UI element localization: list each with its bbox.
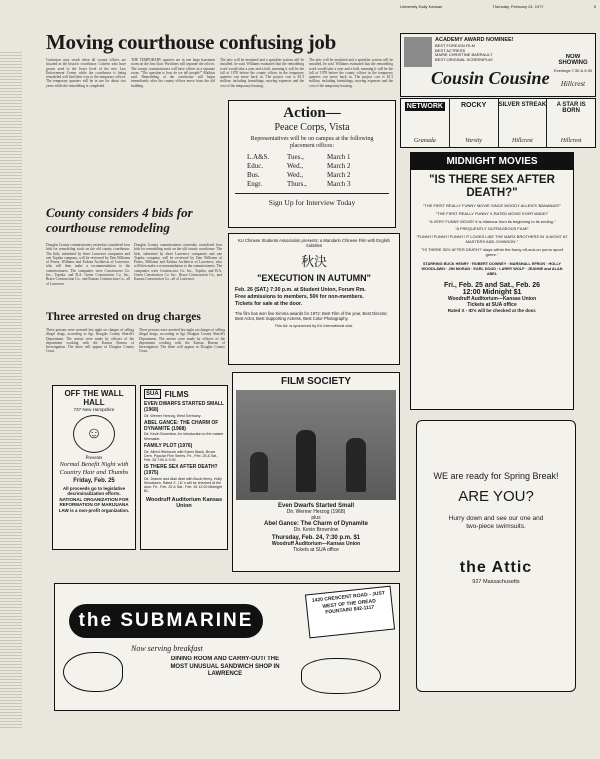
main-story-col2: THE TEMPORARY quarters are in one large basement room on the first floor. Partitions will separate the offices. The county commissioners will have offices in a separate room. "The question is how do we tell people?" Mathias said. Remodeling of the courthouse will begin immediately after the county offices move from the old building. xyxy=(131,58,215,88)
screening-date: Thursday, Feb. 24, 7:30 p.m. $1 xyxy=(271,535,361,541)
director-photo xyxy=(404,37,432,67)
event-date: Friday, Feb. 25 xyxy=(73,478,115,484)
movie-ad xyxy=(547,99,595,147)
schedule-date: March 1 xyxy=(327,153,351,161)
off-the-wall-hall-ad xyxy=(52,385,136,550)
theatre-name: Hillcrest xyxy=(560,138,582,144)
film-title: "EXECUTION IN AUTUMN" xyxy=(257,273,371,283)
sua-film-detail: Dir. Alfred Hitchcock with Karen Black, Bruce Dern. Popular Film Series. Fri., Feb. 25 & Sat., Feb. 26 7:00 & 9:30. xyxy=(144,449,219,462)
sua-film-detail: Dir. Werner Herzog, West Germany. xyxy=(144,413,202,418)
schedule-day: Tues., xyxy=(287,153,304,161)
submarine-ad xyxy=(54,583,400,711)
chinese-title-glyphs: 秋決 xyxy=(300,254,327,269)
screening-tickets: Tickets at SUA office xyxy=(293,547,339,553)
figure-silhouette xyxy=(346,438,366,492)
now-showing: NOW SHOWING xyxy=(558,54,588,66)
schedule-school: Engr. xyxy=(247,180,262,188)
schedule-day: Thurs., xyxy=(287,180,307,188)
screening-venue: Woodruff Auditorium—Kansas Union xyxy=(271,541,361,547)
story3-body: Three persons were arrested last night on charges of selling illegal drugs, according to Sgt. Douglas County Sheriff's Department. The arrests were made by officers of the department working with the Kansas Bureau of Investigation. The three will appear in Douglas County Court. xyxy=(46,328,134,354)
movie-ads-strip xyxy=(400,98,596,148)
event-details: All proceeds go to legislative decriminalization efforts. NATIONAL ORGANIZATION FOR REFORMATION OF MARIJUANA LAW is a non-profit organization. xyxy=(58,486,130,513)
cartoon-fish-illustration xyxy=(301,658,381,694)
movie-title: A STAR IS BORN xyxy=(556,102,586,114)
movie-title: ROCKY xyxy=(460,102,487,109)
submarine-logo: the SUBMARINE xyxy=(69,604,263,638)
main-story-col4: The attic will be insulated and a sprinkler system will be installed, he said. Williams estimated that the remodeling work would take a year and a half, meaning it will be the fall of 1978 before the county offices in the temporary quarters can move back in. The project cost is $1.3 million, including furnishings, moving expenses and the cost of the temporary housing. xyxy=(309,58,393,88)
sua-film-title: ABEL GANCE: THE CHARM OF DYNAMITE (1968) xyxy=(144,419,219,432)
adjacent-page-edge xyxy=(0,50,22,730)
schedule-date: March 2 xyxy=(327,171,351,179)
event-name: Normal Benefit Night with Country Hair and Thumbs xyxy=(59,461,129,476)
plus-label: plus xyxy=(311,515,321,521)
execution-in-autumn-ad xyxy=(228,233,400,365)
story2-body: Douglas County commissioners yesterday considered four bids for remodeling work on the old county courthouse. The bids, submitted by three Lawrence companies and one Topeka company, will be reviewed by Dan Williams of Peters, Williams and Kubota Architects of Lawrence, who will then make a recommendation to the commissioners. The companies were Constructors Co. Inc., Topeka, and B.A. Green Construction Co. Inc., Bruce Construction Co., and Kansas Construction Co., all of Lawrence. xyxy=(46,243,130,286)
main-story-col1: Confusion may result when all county offices are situated in the historic courthouse. Citizens who have grown used to the lower level of the new Law Enforcement Center while the courthouse is being remodeled will find their way to the temporary offices. The temporary quarters will be in use for about two years while the remodeling is completed. xyxy=(46,58,126,88)
peace-corps-intro: Representatives will be on campus at the following placement offices: xyxy=(250,136,374,149)
screening-time: Feb. 26 (SAT.) 7:30 p.m. at Student Union, Forum Rm. xyxy=(235,287,366,293)
sua-film-detail: Dir. Kevin Brownlow. An introduction to the master filmmaker. xyxy=(144,432,224,441)
film-title: Cousin Cousine xyxy=(431,68,550,88)
paper-name: University Daily Kansan xyxy=(400,4,443,9)
schedule-date: March 3 xyxy=(327,180,351,188)
midnight-rating: Rated X - ID's will be checked at the door. xyxy=(447,307,537,313)
sua-film-title: IS THERE SEX AFTER DEATH? (1975) xyxy=(144,464,218,476)
cousin-cousine-ad xyxy=(400,33,596,97)
figure-silhouette xyxy=(296,430,316,492)
main-story-col3: The attic will be insulated and a sprinkler system will be installed, he said. Williams estimated that the remodeling work would take a year and a half, meaning it will be the fall of 1978 before the county offices in the temporary quarters can move back in. The project cost is $1.3 million, including furnishings, moving expenses and the cost of the temporary housing. xyxy=(220,58,304,88)
theatre-name: Hillcrest xyxy=(560,80,586,88)
nominations: BEST FOREIGN FILM BEST ACTRESS MARIE CHRISTINE BARRAULT BEST ORIGINAL SCREENPLAY xyxy=(435,44,494,62)
movie-ad xyxy=(401,99,450,147)
sponsor-line: This Ad. is sponsored by KU international club. xyxy=(274,324,354,328)
midnight-time: 12:00 Midnight $1 xyxy=(462,288,522,296)
presents-label: Presents xyxy=(85,456,103,461)
sua-film-title: FAMILY PLOT (1976) xyxy=(144,442,193,449)
spring-line1: WE are ready for Spring Break! xyxy=(433,471,559,481)
sua-film-item xyxy=(144,402,224,418)
cast-list: STARRING BUCK HENRY · ROBERT DOWNEY · MARSHALL EFRON · HOLLY WOODLAWN · JIM MORAN · EARL DOUD · LARRY WOLF · JEANNE and ALAN ABEL xyxy=(421,262,563,276)
review-quotes xyxy=(411,204,573,257)
presenter-line: KU Chinese Students Association presents: a Mandarin Chinese Film with English Subtitles xyxy=(238,238,390,248)
schedule-school: Educ. xyxy=(247,162,264,170)
review-quote: "THE FIRST REALLY FUNNY MOVIE SINCE WOODY ALLEN'S 'BANANAS!'" xyxy=(422,203,562,208)
review-quote: "FUNNY! FUNNY! FUNNY! IT LOOKS LIKE THE MARX BROTHERS IN 'A NIGHT AT MASTERS AND JOHNSON'." xyxy=(416,234,568,244)
midnight-banner: MIDNIGHT MOVIES xyxy=(411,153,573,170)
movie-title: NETWORK xyxy=(406,103,443,110)
sua-film-item xyxy=(144,421,224,441)
midnight-tickets: Tickets at SUA office xyxy=(467,301,517,308)
spring-break-ad xyxy=(416,420,576,692)
story3-body-col2: Three persons were arrested last night on charges of selling illegal drugs, according to Sgt. Douglas County Sheriff's Department. The arrests were made by officers of the department working with the Kansas Bureau of Investigation. The three will appear in Douglas County Court. xyxy=(139,328,225,354)
film1-title: Even Dwarfs Started Small xyxy=(277,503,355,509)
movie-ad xyxy=(450,99,499,147)
schedule-row xyxy=(247,153,389,162)
showtimes: Evenings 7:30 & 9:30 xyxy=(553,68,593,73)
breakfast-line: Now serving breakfast xyxy=(131,644,203,653)
sua-logo: SUA xyxy=(146,391,159,397)
peace-corps-schedule xyxy=(247,153,389,189)
venue-title: OFF THE WALL HALL xyxy=(64,389,124,407)
sua-films-label: FILMS xyxy=(164,389,189,399)
review-quote: "A VERY FUNNY MOVIE! It is hilarious from its beginning to its ending." xyxy=(428,218,556,224)
sua-film-detail: Dir. Jeanne and Alan Abel with Buck Henry, Holly Woodlawn. Rated X. I.D.'s will be checked at the door. Fri., Feb. 25 & Sat., Feb. 26 12:00 Midnight $1. xyxy=(144,476,222,494)
page-number: 5 xyxy=(593,4,596,9)
issue-date: Thursday, February 24, 1977 xyxy=(492,4,544,9)
sua-film-item xyxy=(144,444,224,462)
submarine-tagline: DINING ROOM AND CARRY-OUT/ THE MOST UNUSUAL SANDWICH SHOP IN LAWRENCE xyxy=(170,656,280,677)
sua-films-ad xyxy=(140,385,228,550)
masthead xyxy=(400,4,596,12)
movie-title: SILVER STREAK xyxy=(498,102,547,108)
schedule-school: Bus. xyxy=(247,171,260,179)
figure-silhouette xyxy=(250,452,268,492)
sua-film-item xyxy=(144,465,224,493)
schedule-day: Wed., xyxy=(287,171,304,179)
venue-address: 737 New Hampshire xyxy=(73,407,115,412)
film2-director: Dir. Kevin Brownlow xyxy=(293,527,339,533)
sua-film-title: EVEN DWARFS STARTED SMALL (1968) xyxy=(144,401,224,413)
peace-corps-cta: Sign Up for Interview Today xyxy=(268,198,356,207)
midnight-dates: Fri., Feb. 25 and Sat., Feb. 26 xyxy=(443,281,541,289)
theatre-name: Hillcrest xyxy=(511,138,533,144)
story2-body-col2: Douglas County commissioners yesterday considered four bids for remodeling work on the old county courthouse. The bids, submitted by three Lawrence companies and one Topeka company, will be reviewed by Dan Williams of Peters, Williams and Kubota Architects of Lawrence, who will then make a recommendation to the commissioners. The companies were Constructors Co. Inc., Topeka, and B.A. Green Construction Co. Inc., Bruce Construction Co., and Kansas Construction Co., all of Lawrence. xyxy=(134,243,222,282)
submarine-address: 1420 CRESCENT ROAD - JUST WEST OF THE OREAD FOUNTAIN! 842-1117 xyxy=(305,586,395,639)
schedule-row xyxy=(247,180,389,189)
attic-address: 927 Massachusetts xyxy=(472,579,520,585)
sua-venue: Woodruff Auditorium Kansas Union xyxy=(145,496,223,510)
film-still-photo xyxy=(236,390,396,500)
review-quote: "THE FIRST REALLY FUNNY X-RATED MOVIE EVER MADE!" xyxy=(435,210,549,216)
spring-line2: ARE YOU? xyxy=(458,488,534,505)
film-society-ad xyxy=(232,372,400,572)
review-quote: "A FREQUENTLY OUTRAGEOUS FILM!" xyxy=(455,226,529,232)
spring-body: Hurry down and see our one and two-piece swimsuits. xyxy=(448,515,544,530)
admission-price: Free admissions to members, 50¢ for non-members. xyxy=(235,294,364,300)
awards-note: The film has won five Kimma awards for 1972: Best Film of the year, Best Director, Best Actor, Best Supporting Actress, Best Color Photography. xyxy=(235,311,388,321)
film-society-title: FILM SOCIETY xyxy=(281,376,351,387)
film1-director: Dir. Werner Herzog (1968) xyxy=(286,509,346,515)
award-line: ACADEMY AWARD NOMINEE! xyxy=(435,37,514,43)
schedule-school: L.A&S. xyxy=(247,153,270,161)
peace-corps-ad xyxy=(228,100,396,228)
theatre-name: Granada xyxy=(414,138,436,144)
portrait-illustration: ☺ xyxy=(73,415,115,453)
peace-corps-subtitle: Peace Corps, Vista xyxy=(274,122,350,133)
film2-title: Abel Gance: The Charm of Dynamite xyxy=(263,521,369,527)
schedule-row xyxy=(247,171,389,180)
peace-corps-title: Action— xyxy=(283,105,341,121)
ticket-info: Tickets for sale at the door. xyxy=(235,301,303,307)
movie-ad xyxy=(499,99,548,147)
attic-logo: the Attic xyxy=(459,559,533,576)
review-quote: "'IS THERE SEX AFTER DEATH?' stays within the funny off-and-on porno spoof genre." xyxy=(421,246,563,257)
cartoon-sandwich-illustration xyxy=(63,652,123,692)
sua-header xyxy=(144,389,224,399)
main-headline: Moving courthouse confusing job xyxy=(46,30,336,54)
sua-film-list xyxy=(144,402,224,494)
schedule-day: Wed., xyxy=(287,162,304,170)
schedule-row xyxy=(247,162,389,171)
theatre-name: Varsity xyxy=(465,138,482,144)
midnight-title: "IS THERE SEX AFTER DEATH?" xyxy=(429,174,555,199)
schedule-date: March 2 xyxy=(327,162,351,170)
story3-headline: Three arrested on drug charges xyxy=(46,311,201,323)
midnight-movies-ad xyxy=(410,152,574,410)
midnight-venue: Woodruff Auditorium—Kansas Union xyxy=(447,295,537,302)
story2-headline: County considers 4 bids for courthouse remodeling xyxy=(46,205,193,235)
